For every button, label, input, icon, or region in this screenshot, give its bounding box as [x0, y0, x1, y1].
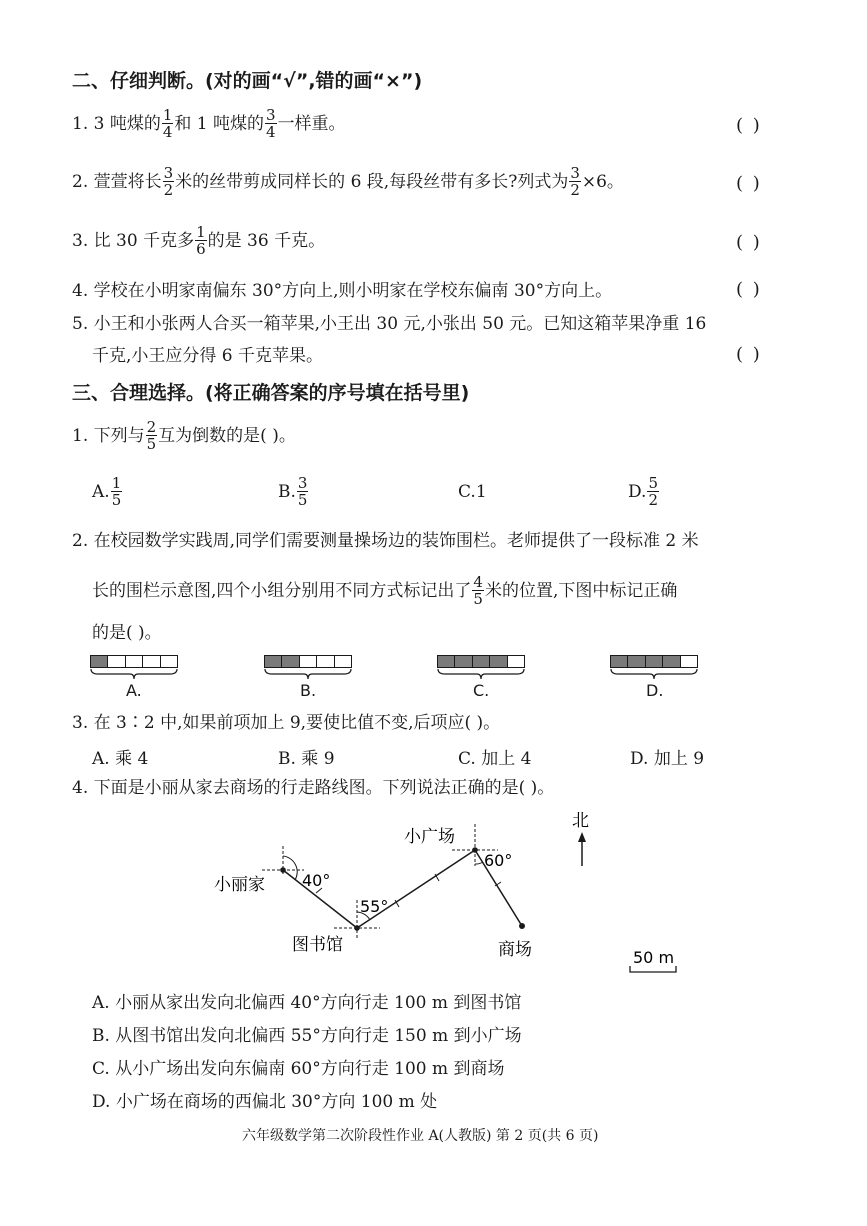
- fence-label: D.: [646, 681, 664, 700]
- fence-label: B.: [300, 681, 317, 700]
- q-text: 的是 36 千克。: [207, 231, 326, 251]
- answer-blank-1[interactable]: ( ): [736, 115, 762, 136]
- angle-arc-plaza: [475, 862, 483, 864]
- denominator: 2: [648, 491, 658, 509]
- route-ticks: [316, 874, 501, 907]
- option-d[interactable]: D. 小广场在商场的西偏北 30°方向 100 m 处: [92, 1092, 438, 1112]
- answer-blank-5[interactable]: ( ): [736, 344, 762, 365]
- denominator: 2: [570, 181, 580, 199]
- choice-question-2-line1: 2. 在校园数学实践周,同学们需要测量操场边的装饰围栏。老师提供了一段标准 2 米: [72, 531, 699, 551]
- option-label: D.: [628, 482, 647, 502]
- numerator: 1: [162, 106, 173, 124]
- mall-point: [519, 923, 525, 929]
- plaza-label: 小广场: [404, 827, 455, 847]
- q-text: ×6。: [581, 172, 624, 192]
- option-a[interactable]: A. 小丽从家出发向北偏西 40°方向行走 100 m 到图书馆: [92, 993, 522, 1013]
- q-text: 1. 下列与: [72, 426, 145, 446]
- option-a[interactable]: A. 乘 4: [92, 749, 149, 769]
- choice-question-2-line3: 的是( )。: [92, 623, 162, 643]
- scale-label: 50 m: [633, 948, 675, 967]
- numerator: 3: [570, 164, 580, 182]
- q-text: 一样重。: [277, 114, 346, 134]
- numerator: 3: [297, 474, 308, 492]
- numerator: 1: [111, 474, 122, 492]
- plaza-point: [472, 847, 478, 853]
- angle-library-label: 55°: [360, 897, 389, 916]
- home-point: [280, 867, 286, 873]
- numerator: 4: [473, 573, 483, 591]
- judge-question-5-line1: 5. 小王和小张两人合买一箱苹果,小王出 30 元,小张出 50 元。已知这箱苹果净重 16: [72, 314, 707, 334]
- q-text: 长的围栏示意图,四个小组分别用不同方式标记出了: [92, 581, 472, 601]
- option-label: B.: [278, 482, 296, 502]
- north-label: 北: [572, 811, 589, 831]
- section-3-title: 三、合理选择。(将正确答案的序号填在括号里): [72, 382, 470, 404]
- library-label: 图书馆: [292, 935, 343, 955]
- q-text: 米的位置,下图中标记正确: [484, 581, 678, 601]
- answer-blank-3[interactable]: ( ): [736, 232, 762, 253]
- q-text: 米的丝带剪成同样长的 6 段,每段丝带有多长?列式为: [175, 172, 569, 192]
- numerator: 2: [146, 418, 157, 436]
- denominator: 4: [162, 123, 173, 141]
- q-text: 1. 3 吨煤的: [72, 114, 161, 134]
- route-library-plaza: [357, 850, 475, 928]
- library-point: [354, 925, 360, 931]
- fence-label: C.: [473, 681, 490, 700]
- option-label: C.: [458, 482, 476, 502]
- home-label: 小丽家: [214, 875, 265, 895]
- q-text: 互为倒数的是( )。: [158, 426, 296, 446]
- option-label: A.: [92, 482, 110, 502]
- numerator: 3: [266, 106, 276, 124]
- fence-label: A.: [126, 681, 142, 700]
- angle-plaza-label: 60°: [484, 851, 513, 870]
- option-b[interactable]: B. 从图书馆出发向北偏西 55°方向行走 150 m 到小广场: [92, 1026, 522, 1046]
- numerator: 5: [648, 474, 658, 492]
- angle-home-label: 40°: [302, 871, 331, 890]
- judge-question-4: 4. 学校在小明家南偏东 30°方向上,则小明家在学校东偏南 30°方向上。: [72, 281, 613, 301]
- numerator: 1: [196, 223, 206, 241]
- page-footer: 六年级数学第二次阶段性作业 A(人教版) 第 2 页(共 6 页): [242, 1128, 599, 1144]
- option-c[interactable]: C. 加上 4: [458, 749, 532, 769]
- section-2-title: 二、仔细判断。(对的画“√”,错的画“×”): [72, 70, 423, 92]
- north-arrow-icon: [578, 832, 586, 842]
- answer-blank-2[interactable]: ( ): [736, 173, 762, 194]
- denominator: 5: [297, 491, 308, 509]
- denominator: 5: [473, 590, 483, 608]
- q-text: 和 1 吨煤的: [174, 114, 265, 134]
- denominator: 5: [146, 435, 157, 453]
- judge-question-5-line2: 千克,小王应分得 6 千克苹果。: [92, 346, 324, 366]
- choice-question-4: 4. 下面是小丽从家去商场的行走路线图。下列说法正确的是( )。: [72, 778, 555, 798]
- option-value: 1: [475, 482, 487, 502]
- option-b[interactable]: B. 乘 9: [278, 749, 335, 769]
- q-text: 2. 萱萱将长: [72, 172, 162, 192]
- numerator: 3: [163, 164, 174, 182]
- q-text: 3. 比 30 千克多: [72, 231, 195, 251]
- denominator: 4: [266, 123, 276, 141]
- option-d[interactable]: D. 加上 9: [630, 749, 705, 769]
- option-c[interactable]: C. 从小广场出发向东偏南 60°方向行走 100 m 到商场: [92, 1059, 505, 1079]
- denominator: 5: [111, 491, 122, 509]
- denominator: 2: [163, 181, 174, 199]
- choice-question-3: 3. 在 3∶2 中,如果前项加上 9,要使比值不变,后项应( )。: [72, 713, 501, 733]
- answer-blank-4[interactable]: ( ): [736, 279, 762, 300]
- mall-label: 商场: [498, 940, 532, 960]
- denominator: 6: [196, 240, 206, 258]
